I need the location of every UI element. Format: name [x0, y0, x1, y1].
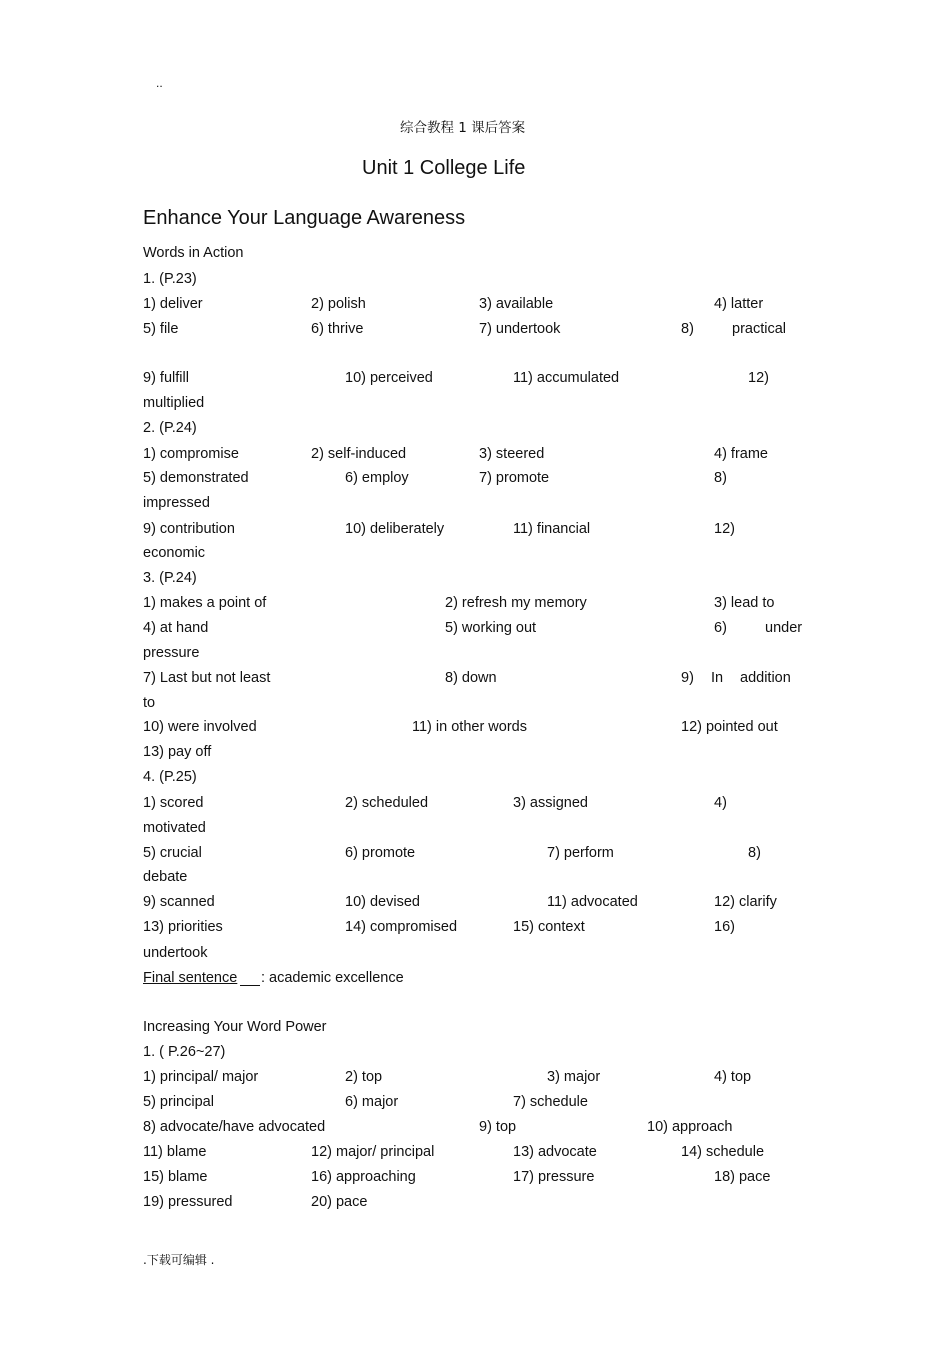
answer: 10) perceived: [345, 370, 433, 386]
answer-number: 12): [714, 521, 735, 537]
answer-number: 8): [748, 845, 761, 861]
exercise-2-label: 2. (P.24): [143, 420, 197, 436]
answer: 14) compromised: [345, 919, 458, 935]
answer: 4) latter: [714, 296, 764, 312]
answer: pressure: [143, 645, 200, 661]
answer: 3) major: [547, 1069, 601, 1085]
answer-number: 4): [714, 795, 727, 811]
unit-title: Unit 1 College Life: [362, 157, 526, 179]
answer: 16) approaching: [311, 1169, 416, 1185]
answer: 5) working out: [445, 620, 537, 636]
answer: 20) pace: [311, 1194, 368, 1210]
answer: 6) promote: [345, 845, 416, 861]
answer: 7) undertook: [479, 321, 561, 337]
section-heading-word-power: Increasing Your Word Power: [143, 1019, 327, 1035]
answer: 11) financial: [513, 521, 591, 537]
answer: 4) top: [714, 1069, 752, 1085]
answer: debate: [143, 869, 188, 885]
answer: 7) Last but not least: [143, 670, 271, 686]
answer: economic: [143, 545, 206, 561]
answer: 3) available: [479, 296, 554, 312]
answer: 11) accumulated: [513, 370, 620, 386]
answer: 3) lead to: [714, 595, 775, 611]
answer: 9) top: [479, 1119, 517, 1135]
answer: 9) scanned: [143, 894, 215, 910]
answer-number: 9): [681, 670, 694, 686]
answer: 1) scored: [143, 795, 204, 811]
answer: 2) top: [345, 1069, 383, 1085]
answer: 9) fulfill: [143, 370, 189, 386]
answer: 8) down: [445, 670, 497, 686]
subheading-words-in-action: Words in Action: [143, 245, 244, 261]
answer: 11) advocated: [547, 894, 638, 910]
answer: 4) frame: [714, 446, 768, 462]
answer: under: [765, 620, 803, 636]
answer: 12) major/ principal: [311, 1144, 435, 1160]
answer: 3) assigned: [513, 795, 588, 811]
answer: 8) advocate/have advocated: [143, 1119, 326, 1135]
answer: 3) steered: [479, 446, 545, 462]
answer-number: 8): [681, 321, 694, 337]
final-sentence-underline: [240, 985, 260, 986]
answer: 10) were involved: [143, 719, 257, 735]
answer: 7) perform: [547, 845, 614, 861]
answer: 1) deliver: [143, 296, 203, 312]
answer: 7) promote: [479, 470, 550, 486]
answer: 6) major: [345, 1094, 399, 1110]
final-sentence-value: : academic excellence: [261, 970, 404, 986]
answer: 9) contribution: [143, 521, 235, 537]
answer: 5) file: [143, 321, 179, 337]
answer: 5) principal: [143, 1094, 214, 1110]
answer: to: [143, 695, 156, 711]
section-heading-language-awareness: Enhance Your Language Awareness: [143, 207, 466, 229]
answer: 14) schedule: [681, 1144, 765, 1160]
exercise-1-label: 1. (P.23): [143, 271, 197, 287]
answer: 5) crucial: [143, 845, 202, 861]
answer-number: 8): [714, 470, 727, 486]
answer: 12) clarify: [714, 894, 777, 910]
answer: 11) in other words: [412, 719, 527, 735]
footer: .下载可编辑 .: [143, 1253, 215, 1267]
answer: undertook: [143, 945, 208, 961]
answer: 1) principal/ major: [143, 1069, 259, 1085]
answer: 17) pressure: [513, 1169, 595, 1185]
exercise-3-label: 3. (P.24): [143, 570, 197, 586]
answer: 2) polish: [311, 296, 366, 312]
answer: 6) thrive: [311, 321, 364, 337]
answer: addition: [740, 670, 791, 686]
answer: 2) refresh my memory: [445, 595, 587, 611]
answer: 12) pointed out: [681, 719, 778, 735]
answer: In: [711, 670, 724, 686]
exercise-1-label: 1. ( P.26~27): [143, 1044, 226, 1060]
answer-number: 16): [714, 919, 735, 935]
answer: impressed: [143, 495, 210, 511]
answer: motivated: [143, 820, 206, 836]
answer: 2) scheduled: [345, 795, 429, 811]
exercise-4-label: 4. (P.25): [143, 769, 197, 785]
answer: 11) blame: [143, 1144, 207, 1160]
answer: 13) pay off: [143, 744, 212, 760]
answer: 6) employ: [345, 470, 409, 486]
answer: 5) demonstrated: [143, 470, 249, 486]
answer: 13) advocate: [513, 1144, 597, 1160]
answer: 1) compromise: [143, 446, 239, 462]
doc-title: 综合教程 1 课后答案: [400, 120, 526, 136]
answer: multiplied: [143, 395, 205, 411]
answer: 10) approach: [647, 1119, 733, 1135]
answer: 1) makes a point of: [143, 595, 267, 611]
answer-number: 6): [714, 620, 727, 636]
answer: 15) context: [513, 919, 585, 935]
answer: 10) devised: [345, 894, 420, 910]
answer: 7) schedule: [513, 1094, 588, 1110]
answer: 2) self-induced: [311, 446, 407, 462]
answer-number: 12): [748, 370, 769, 386]
answer: practical: [732, 321, 786, 337]
header-mark: ..: [156, 76, 163, 90]
answer: 19) pressured: [143, 1194, 233, 1210]
answer: 15) blame: [143, 1169, 208, 1185]
final-sentence-label: Final sentence: [143, 970, 238, 986]
answer: 4) at hand: [143, 620, 209, 636]
answer: 18) pace: [714, 1169, 771, 1185]
answer: 13) priorities: [143, 919, 223, 935]
answer: 10) deliberately: [345, 521, 445, 537]
